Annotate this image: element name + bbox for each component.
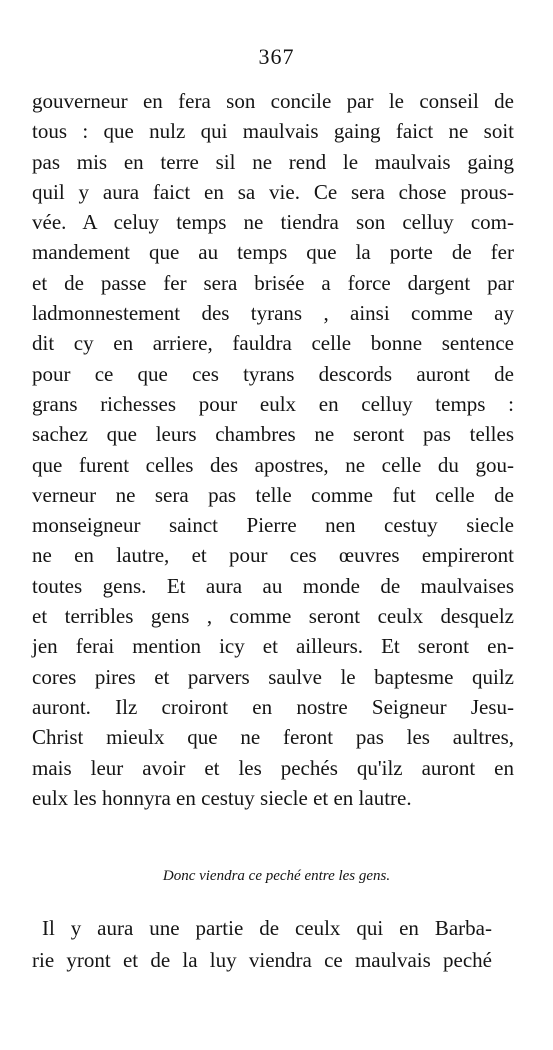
- page-number: 367: [258, 44, 295, 69]
- text-line: pas mis en terre sil ne rend le maulvais gaing: [32, 149, 514, 174]
- text-line: mais leur avoir et les pechés qu'ilz auront en: [32, 755, 514, 780]
- text-line: dit cy en arriere, fauldra celle bonne sentence: [32, 331, 514, 356]
- text-line: tous : que nulz qui maulvais gaing faict ne soit: [32, 119, 514, 144]
- text-line: Christ mieulx que ne feront pas les aultres,: [32, 725, 514, 750]
- text-line: toutes gens. Et aura au monde de maulvaises: [32, 573, 514, 598]
- text-line: et de passe fer sera brisée a force dargent par: [32, 270, 514, 295]
- text-line: rie yront et de la luy viendra ce maulvais peché: [32, 948, 492, 972]
- text-line: grans richesses pour eulx en celluy temps :: [32, 391, 514, 416]
- text-line: jen ferai mention icy et ailleurs. Et seront en-: [32, 634, 514, 659]
- paragraph-1: [32, 86, 514, 813]
- text-line: pour ce que ces tyrans descords auront de: [32, 361, 514, 386]
- text-line: sachez que leurs chambres ne seront pas telles: [32, 422, 514, 447]
- text-line: monseigneur sainct Pierre nen cestuy siecle: [32, 513, 514, 538]
- text-line: eulx les honnyra en cestuy siecle et en lautre.: [32, 785, 412, 810]
- text-line: cores pires et parvers saulve le baptesme quilz: [32, 664, 514, 689]
- text-line: mandement que au temps que la porte de fer: [32, 240, 514, 265]
- text-line: ne en lautre, et pour ces œuvres empireront: [32, 543, 514, 568]
- text-line: Il y aura une partie de ceulx qui en Barba-: [42, 916, 492, 940]
- text-line: quil y aura faict en sa vie. Ce sera chose prous-: [32, 179, 514, 204]
- text-line: gouverneur en fera son concile par le conseil de: [32, 89, 514, 113]
- text-line: vée. A celuy temps ne tiendra son celluy com-: [32, 210, 514, 235]
- text-line: ladmonnestement des tyrans , ainsi comme ay: [32, 301, 514, 326]
- paragraph-2: [32, 912, 492, 976]
- text-line: auront. Ilz croiront en nostre Seigneur Jesu-: [32, 694, 514, 719]
- text-line: verneur ne sera pas telle comme fut celle de: [32, 482, 514, 507]
- text-line: que furent celles des apostres, ne celle du gou-: [32, 452, 514, 477]
- section-heading: Donc viendra ce peché entre les gens.: [162, 868, 391, 884]
- text-line: et terribles gens , comme seront ceulx desquelz: [32, 604, 514, 629]
